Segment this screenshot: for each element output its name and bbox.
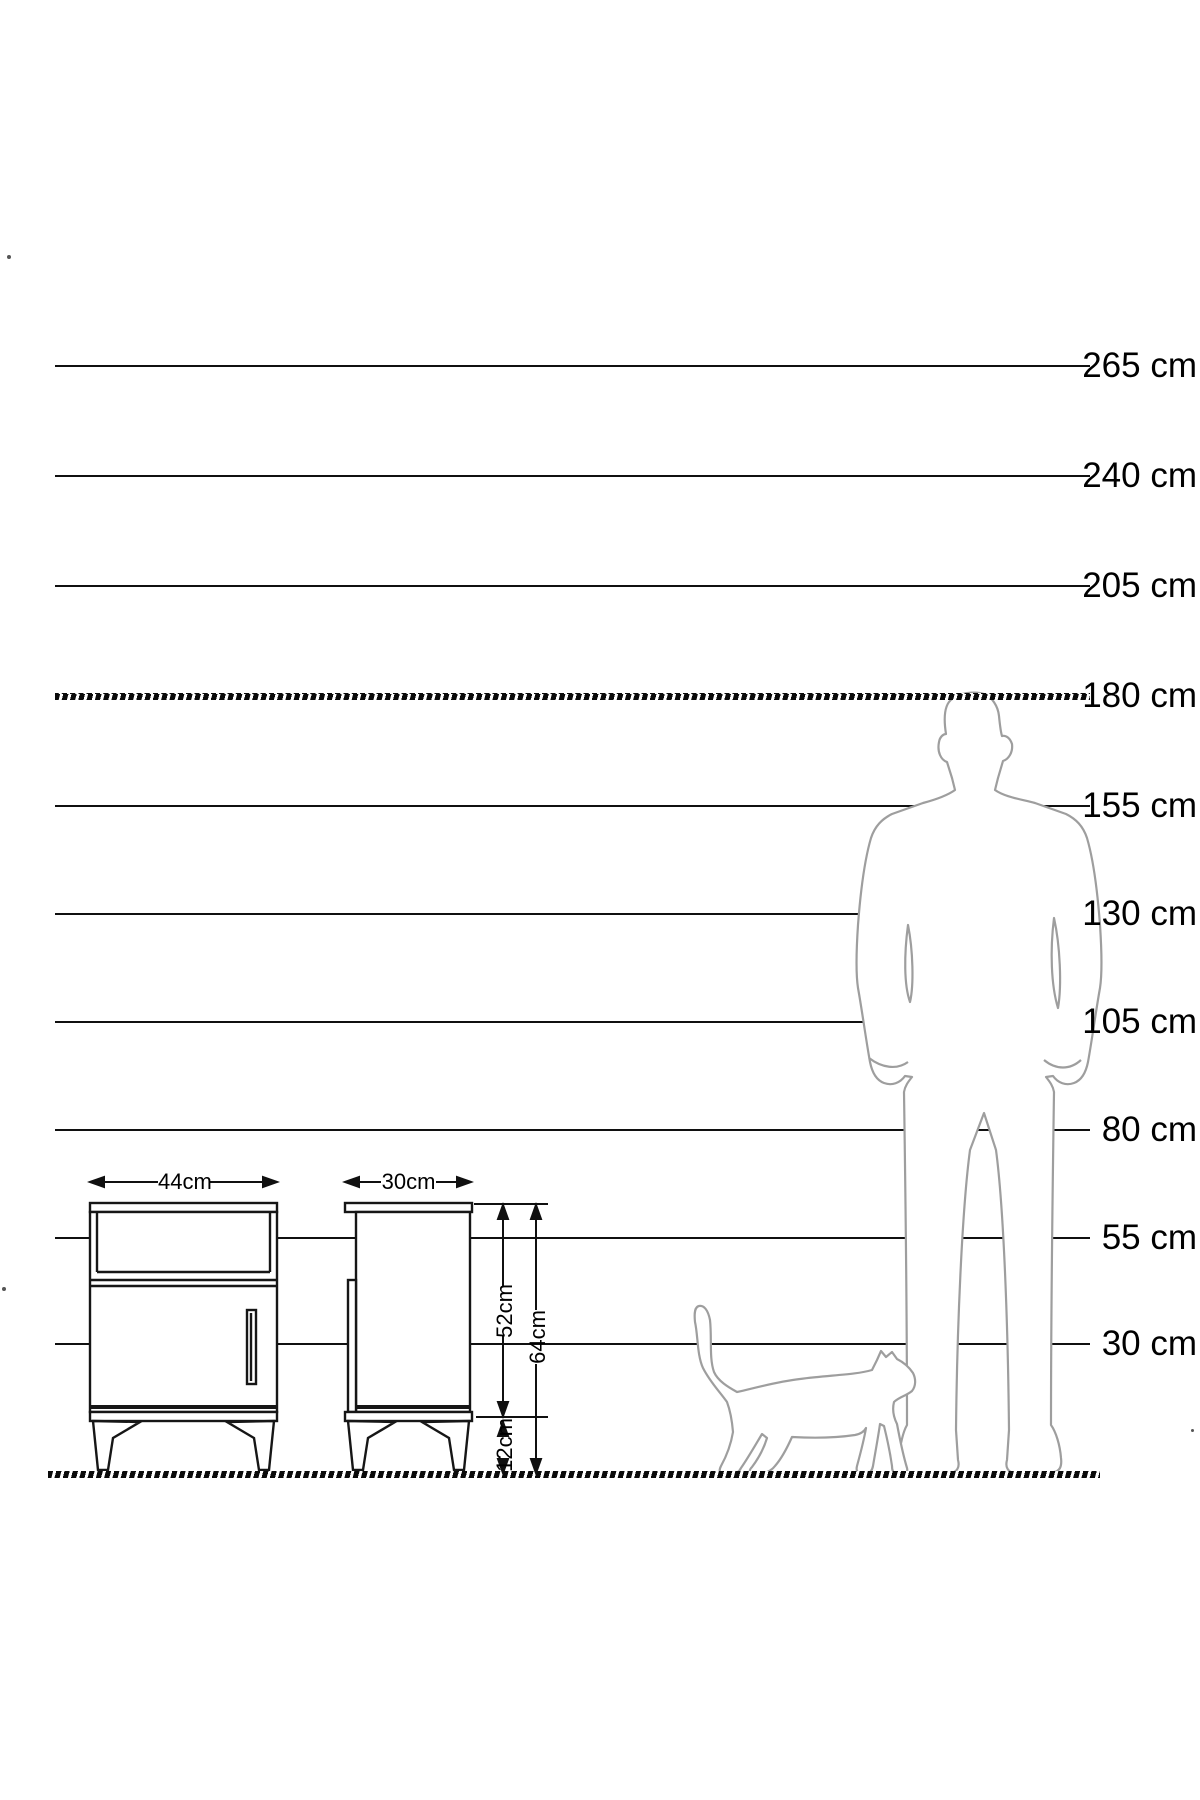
leg-height-label: 12cm — [492, 1418, 517, 1472]
total-height-label: 64cm — [525, 1310, 550, 1364]
scale-line-label: 55 cm — [1101, 1218, 1197, 1257]
scale-line-label: 240 cm — [1082, 456, 1197, 495]
scale-line-label: 30 cm — [1101, 1324, 1197, 1363]
scale-line-label: 80 cm — [1101, 1110, 1197, 1149]
scale-line-label: 180 cm — [1082, 676, 1197, 715]
arrow-left — [90, 1177, 104, 1187]
scale-line-label: 155 cm — [1082, 786, 1197, 825]
front-width-label: 44cm — [158, 1169, 212, 1194]
scale-line-label: 265 cm — [1082, 346, 1197, 385]
scale-line-label: 105 cm — [1082, 1002, 1197, 1041]
side-width-label: 30cm — [381, 1169, 436, 1194]
scale-line-label: 130 cm — [1082, 894, 1197, 933]
scale-line-label: 205 cm — [1082, 566, 1197, 605]
body-height-label: 52cm — [492, 1284, 517, 1338]
arrow-right — [263, 1177, 277, 1187]
